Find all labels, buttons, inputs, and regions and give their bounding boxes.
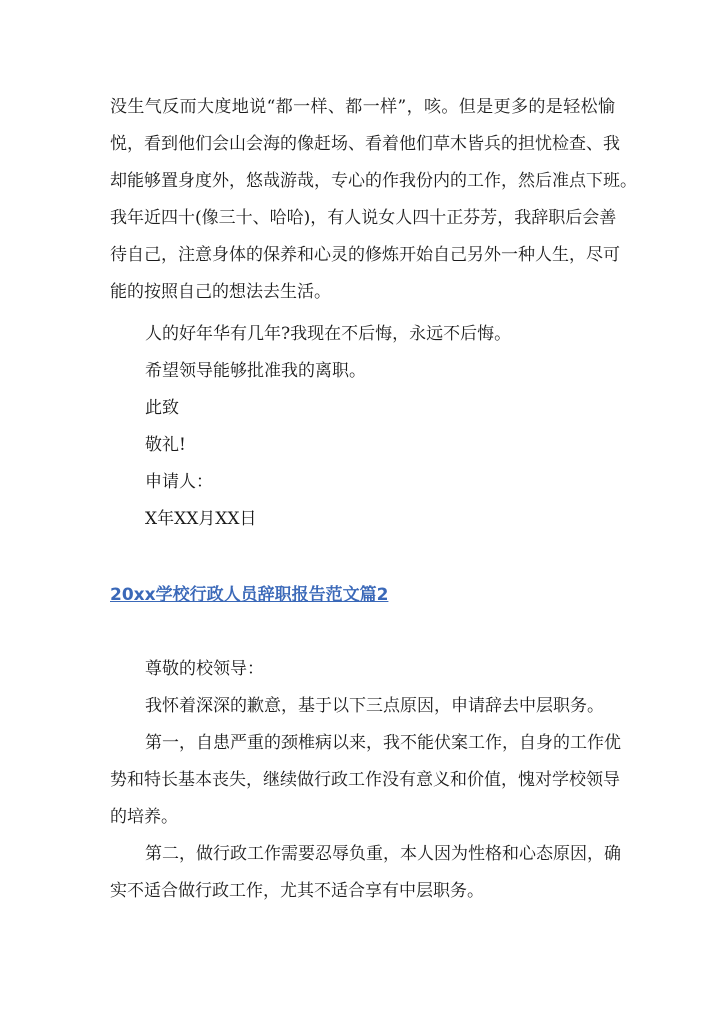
text-line: 待自己，注意身体的保养和心灵的修炼开始自己另外一种人生，尽可 bbox=[110, 245, 620, 265]
date-line: X年XX月XX日 bbox=[145, 509, 257, 529]
section-heading[interactable]: 20xx学校行政人员辞职报告范文篇2 bbox=[110, 585, 389, 605]
closing-block bbox=[110, 316, 615, 538]
regret-line: 人的好年华有几年?我现在不后悔，永远不后悔。 bbox=[145, 324, 512, 344]
text-line: 却能够置身度外，悠哉游哉，专心的作我份内的工作，然后准点下班。 bbox=[110, 171, 637, 191]
text-line: 的培养。 bbox=[110, 807, 178, 827]
text-line: 没生气反而大度地说“都一样、都一样”，咳。但是更多的是轻松愉 bbox=[110, 97, 615, 117]
text-line: 悦，看到他们会山会海的像赶场、看着他们草木皆兵的担忧检查、我 bbox=[110, 134, 620, 154]
applicant-label: 申请人： bbox=[145, 472, 213, 492]
text-line: 我年近四十(像三十、哈哈)，有人说女人四十正芬芳，我辞职后会善 bbox=[110, 208, 617, 228]
hope-line: 希望领导能够批准我的离职。 bbox=[145, 361, 366, 381]
letter-body bbox=[110, 651, 621, 910]
text-line: 能的按照自己的想法去生活。 bbox=[110, 282, 331, 302]
salutation-line: 此致 bbox=[145, 398, 179, 418]
salutation-line: 敬礼! bbox=[145, 435, 186, 455]
text-line: 势和特长基本丧失，继续做行政工作没有意义和价值，愧对学校领导 bbox=[110, 770, 620, 790]
paragraph-continuation bbox=[110, 89, 637, 311]
greeting-line: 尊敬的校领导： bbox=[145, 659, 264, 679]
text-line: 第二，做行政工作需要忍辱负重，本人因为性格和心态原因，确 bbox=[145, 844, 621, 864]
text-line: 第一，自患严重的颈椎病以来，我不能伏案工作，自身的工作优 bbox=[145, 733, 621, 753]
intro-line: 我怀着深深的歉意，基于以下三点原因，申请辞去中层职务。 bbox=[145, 696, 604, 716]
text-line: 实不适合做行政工作，尤其不适合享有中层职务。 bbox=[110, 881, 484, 901]
